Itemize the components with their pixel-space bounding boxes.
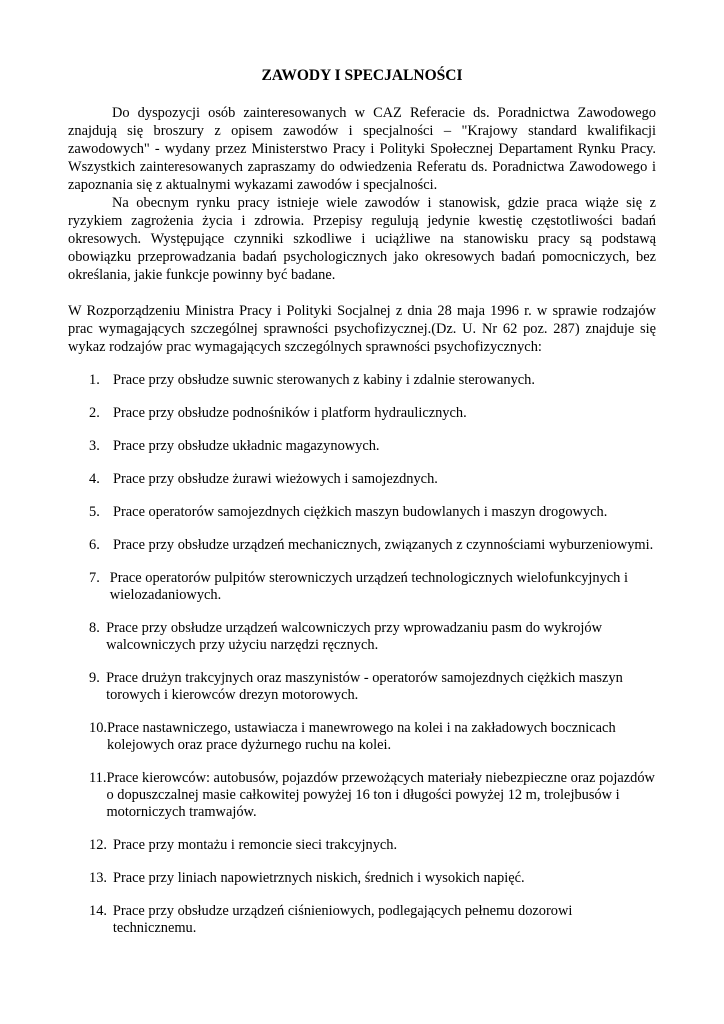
list-item-text: Prace przy obsłudze układnic magazynowych. [113, 438, 380, 454]
list-item-number: 14. [89, 903, 107, 919]
list-item [68, 837, 656, 854]
list-item-number: 11. [89, 770, 107, 786]
list-item-text: Prace drużyn trakcyjnych oraz maszynistów - operatorów samojezdnych ciężkich maszyn torowych i kierowców drezyn motorowych. [106, 670, 623, 703]
document-page [68, 66, 656, 953]
list-item-text: Prace przy obsłudze suwnic sterowanych z kabiny i zdalnie sterowanych. [113, 372, 535, 388]
list-item-text: Prace nastawniczego, ustawiacza i manewrowego na kolei i na zakładowych bocznicach kolejowych oraz prace dyżurnego ruchu na kolei. [107, 720, 616, 753]
list-item [68, 537, 656, 554]
list-item-number: 13. [89, 870, 107, 886]
regulation-paragraph: W Rozporządzeniu Ministra Pracy i Polityki Socjalnej z dnia 28 maja 1996 r. w sprawie rodzajów prac wymagających szczególnej sprawności psychofizycznej.(Dz. U. Nr 62 poz. 287) znajduje się wykaz rodzajów prac wymagających szczególnych sprawności psychofizycznych: [68, 303, 656, 355]
intro-paragraph: Do dyspozycji osób zainteresowanych w CAZ Referacie ds. Poradnictwa Zawodowego znajdują się broszury z opisem zawodów i specjalności – "Krajowy standard kwalifikacji zawodowych" - wydany przez Ministerstwo Pracy i Polityki Społecznej Departament Rynku Pracy. Wszystkich zainteresowanych zapraszamy do odwiedzenia Referatu ds. Poradnictwa Zawodowego i zapoznania się z aktualnymi wykazami zawodów i specjalności. [68, 105, 656, 193]
list-item-text: Prace przy montażu i remoncie sieci trakcyjnych. [113, 837, 398, 853]
list-item-text: Prace przy obsłudze urządzeń walcowniczych przy wprowadzaniu pasm do wykrojów walcowniczych przy użyciu narzędzi ręcznych. [106, 620, 603, 653]
document-title: ZAWODY I SPECJALNOŚCI [261, 67, 463, 84]
list-item [68, 570, 656, 604]
list-item-number: 9. [89, 670, 100, 686]
list-item [68, 720, 656, 754]
list-item [68, 405, 656, 422]
list-item-number: 3. [89, 438, 100, 454]
list-item-number: 10. [89, 720, 107, 736]
list-item-text: Prace przy obsłudze podnośników i platform hydraulicznych. [113, 405, 467, 421]
list-item [68, 870, 656, 887]
list-item [68, 438, 656, 455]
list-item-text: Prace przy liniach napowietrznych niskich, średnich i wysokich napięć. [113, 870, 525, 886]
list-item-text: Prace kierowców: autobusów, pojazdów przewożących materiały niebezpieczne oraz pojazdów o dopuszczalnej masie całkowitej powyżej 16 ton i długości powyżej 12 m, trolejbusów i motorniczych tramwajów. [106, 770, 655, 820]
list-item-number: 12. [89, 837, 107, 853]
list-item-number: 2. [89, 405, 100, 421]
list-item [68, 620, 656, 654]
list-item [68, 903, 656, 937]
work-types-list [68, 372, 656, 937]
market-paragraph: Na obecnym rynku pracy istnieje wiele zawodów i stanowisk, gdzie praca wiąże się z ryzykiem zagrożenia życia i zdrowia. Przepisy regulują jedynie kwestię częstotliwości badań okresowych. Występujące czynniki szkodliwe i uciążliwe na stanowisku pracy są podstawą obowiązku przeprowadzania badań psychologicznych jako okresowych badań pomocniczych, bez określania, jakie funkcje powinny być badane. [68, 195, 656, 283]
list-item [68, 372, 656, 389]
paragraph-spacer [68, 284, 656, 302]
list-item-text: Prace przy obsłudze urządzeń mechanicznych, związanych z czynnościami wyburzeniowymi. [113, 537, 654, 553]
list-item-text: Prace przy obsłudze urządzeń ciśnieniowych, podlegających pełnemu dozorowi technicznemu. [112, 903, 573, 936]
list-item-text: Prace operatorów samojezdnych ciężkich maszyn budowlanych i maszyn drogowych. [113, 504, 608, 520]
list-item-text: Prace operatorów pulpitów sterowniczych urządzeń technologicznych wielofunkcyjnych i wielozadaniowych. [109, 570, 628, 603]
list-item-number: 4. [89, 471, 100, 487]
list-item [68, 471, 656, 488]
list-item-number: 8. [89, 620, 100, 636]
list-item-number: 6. [89, 537, 100, 553]
list-item [68, 670, 656, 704]
list-item-number: 7. [89, 570, 100, 586]
list-item-text: Prace przy obsłudze żurawi wieżowych i samojezdnych. [113, 471, 438, 487]
list-item-number: 1. [89, 372, 100, 388]
list-item-number: 5. [89, 504, 100, 520]
list-item [68, 770, 656, 821]
list-item [68, 504, 656, 521]
